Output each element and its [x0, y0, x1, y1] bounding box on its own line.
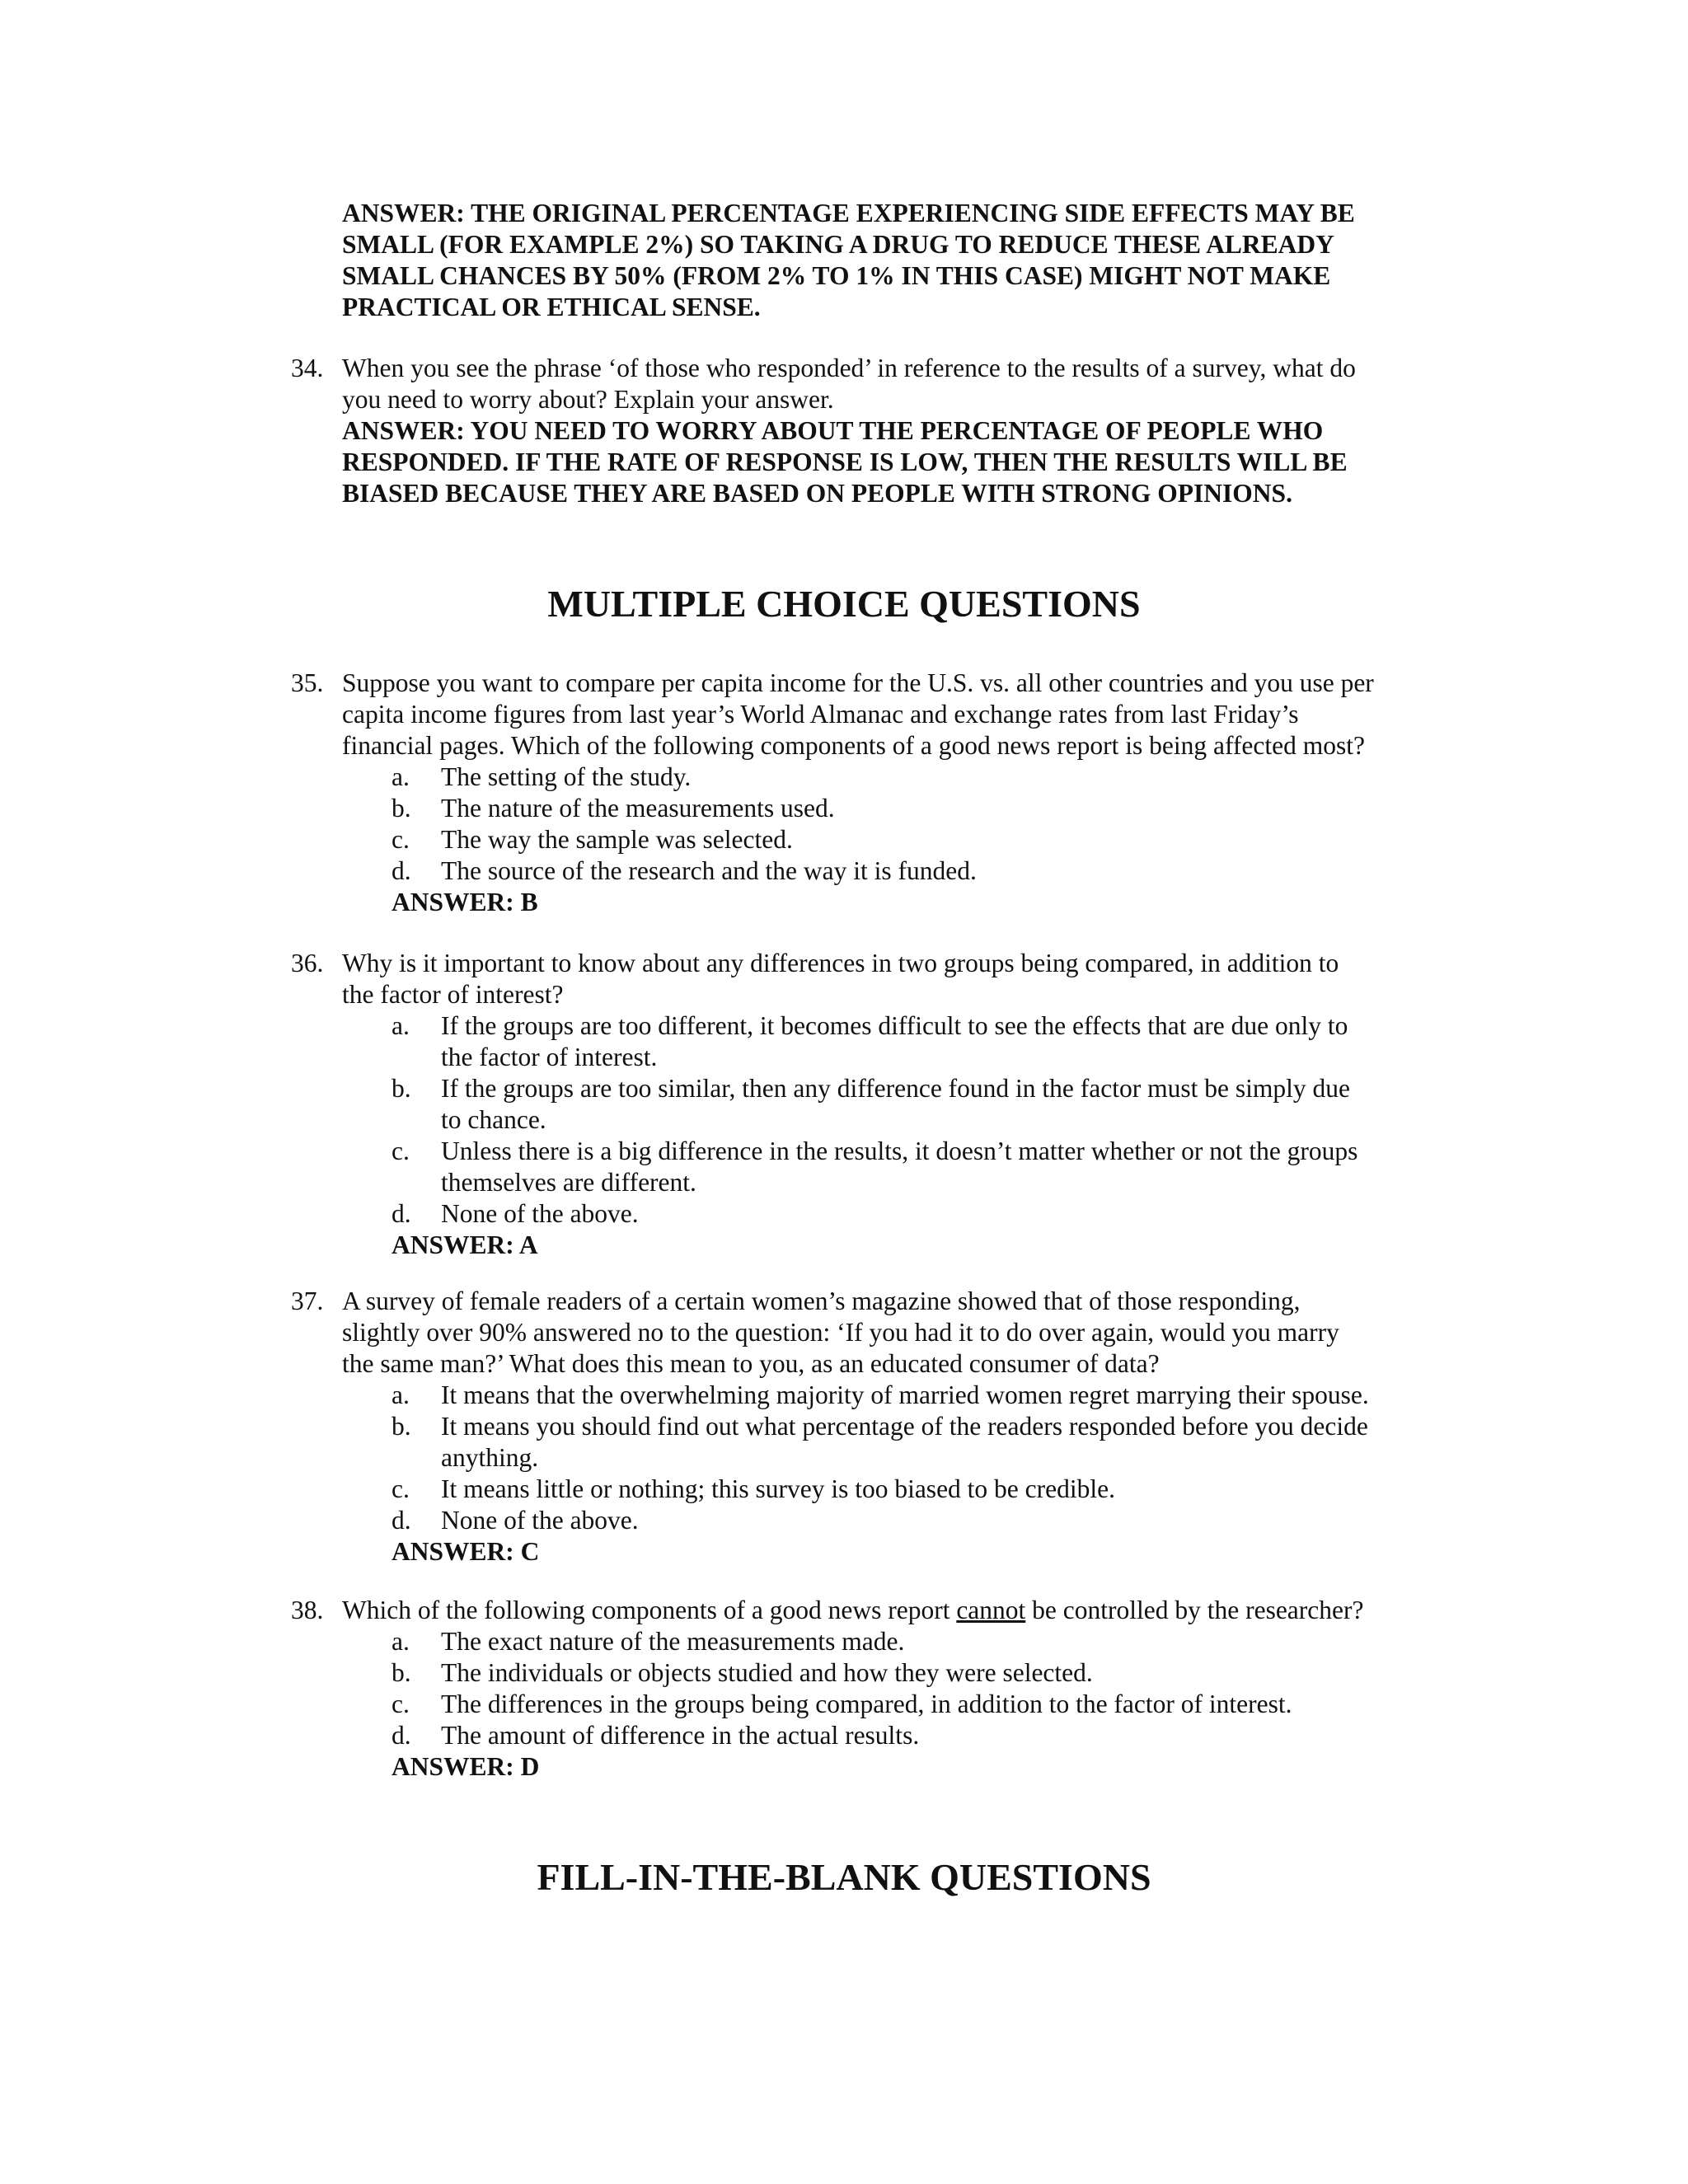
option-text: The nature of the measurements used.	[441, 794, 835, 823]
option-text: It means you should find out what percentage of the readers responded before you decide	[441, 1412, 1368, 1441]
question-text-line: slightly over 90% answered no to the question: ‘If you had it to do over again, would you marry	[342, 1318, 1339, 1347]
question-text-line: A survey of female readers of a certain women’s magazine showed that of those responding,	[342, 1286, 1301, 1315]
option-c	[291, 824, 1437, 855]
option-text: It means that the overwhelming majority of married women regret marrying their spouse.	[441, 1380, 1369, 1409]
option-letter: c.	[392, 825, 410, 854]
option-letter: d.	[392, 1199, 411, 1228]
option-text: If the groups are too similar, then any difference found in the factor must be simply due	[441, 1074, 1350, 1103]
question-text-line: When you see the phrase ‘of those who responded’ in reference to the results of a survey, what do	[342, 354, 1356, 382]
question-37	[291, 1286, 1437, 1568]
option-letter: d.	[392, 856, 411, 885]
section-heading-multiple-choice: MULTIPLE CHOICE QUESTIONS	[547, 583, 1141, 625]
option-letter: b.	[392, 1412, 411, 1441]
option-a	[291, 1626, 1437, 1657]
question-text-line: Suppose you want to compare per capita income for the U.S. vs. all other countries and you use per	[342, 668, 1374, 697]
option-text: The way the sample was selected.	[441, 825, 793, 854]
option-text: anything.	[441, 1443, 539, 1472]
option-b	[291, 1073, 1437, 1136]
option-d	[291, 1505, 1437, 1536]
option-c	[291, 1689, 1437, 1720]
option-text: The individuals or objects studied and how they were selected.	[441, 1658, 1093, 1687]
option-c	[291, 1474, 1437, 1505]
option-text: If the groups are too different, it becomes difficult to see the effects that are due only to	[441, 1011, 1348, 1040]
option-text: None of the above.	[441, 1506, 639, 1535]
question-number: 34.	[291, 354, 324, 382]
option-c	[291, 1136, 1437, 1198]
question-34	[291, 353, 1437, 509]
option-text: The differences in the groups being compared, in addition to the factor of interest.	[441, 1690, 1292, 1718]
option-text: The amount of difference in the actual results.	[441, 1721, 920, 1750]
question-number: 36.	[291, 949, 324, 977]
question-number: 35.	[291, 668, 324, 697]
option-letter: a.	[392, 1627, 410, 1656]
question-number: 38.	[291, 1596, 324, 1624]
option-text: The setting of the study.	[441, 762, 692, 791]
answer-line: ANSWER: YOU NEED TO WORRY ABOUT THE PERCENTAGE OF PEOPLE WHO	[342, 416, 1324, 445]
option-text: The source of the research and the way it is funded.	[441, 856, 977, 885]
option-d	[291, 855, 1437, 887]
option-text: It means little or nothing; this survey is too biased to be credible.	[441, 1474, 1115, 1503]
option-letter: b.	[392, 794, 411, 823]
q33-answer	[291, 198, 1488, 323]
option-d	[291, 1720, 1437, 1751]
question-text: be controlled by the researcher?	[1025, 1596, 1364, 1624]
question-text-line: capita income figures from last year’s World Almanac and exchange rates from last Friday’s	[342, 700, 1299, 729]
option-letter: c.	[392, 1690, 410, 1718]
answer-key: ANSWER: A	[392, 1230, 538, 1259]
option-a	[291, 762, 1437, 793]
answer-key: ANSWER: C	[392, 1537, 540, 1566]
option-a	[291, 1010, 1437, 1073]
answer-line: RESPONDED. IF THE RATE OF RESPONSE IS LOW, THEN THE RESULTS WILL BE	[342, 448, 1348, 476]
q33-answer-line: SMALL (FOR EXAMPLE 2%) SO TAKING A DRUG TO REDUCE THESE ALREADY	[342, 230, 1334, 259]
answer-key: ANSWER: D	[392, 1752, 540, 1781]
option-text: None of the above.	[441, 1199, 639, 1228]
q33-answer-line: PRACTICAL OR ETHICAL SENSE.	[342, 293, 761, 321]
option-b	[291, 1657, 1437, 1689]
question-text-line	[291, 1595, 1437, 1626]
question-text: Which of the following components of a good news report	[342, 1596, 957, 1624]
option-letter: d.	[392, 1721, 411, 1750]
option-letter: a.	[392, 1380, 410, 1409]
option-letter: b.	[392, 1074, 411, 1103]
answer-line: BIASED BECAUSE THEY ARE BASED ON PEOPLE WITH STRONG OPINIONS.	[342, 479, 1292, 508]
option-text: to chance.	[441, 1105, 546, 1134]
option-letter: c.	[392, 1474, 410, 1503]
option-letter: a.	[392, 762, 410, 791]
underlined-word: cannot	[956, 1596, 1026, 1624]
question-text-line: the factor of interest?	[342, 980, 564, 1009]
option-letter: d.	[392, 1506, 411, 1535]
question-text-line: Why is it important to know about any differences in two groups being compared, in addition to	[342, 949, 1339, 977]
q33-answer-line: SMALL CHANCES BY 50% (FROM 2% TO 1% IN THIS CASE) MIGHT NOT MAKE	[342, 261, 1331, 290]
option-letter: a.	[392, 1011, 410, 1040]
option-a	[291, 1380, 1437, 1411]
section-heading-fill-in-the-blank: FILL-IN-THE-BLANK QUESTIONS	[537, 1856, 1151, 1898]
option-letter: b.	[392, 1658, 411, 1687]
question-number: 37.	[291, 1286, 324, 1315]
question-text-line: you need to worry about? Explain your answer.	[342, 385, 834, 414]
option-d	[291, 1198, 1437, 1230]
option-b	[291, 1411, 1437, 1474]
option-b	[291, 793, 1437, 824]
question-38	[291, 1595, 1437, 1783]
answer-key: ANSWER: B	[392, 888, 538, 916]
q33-answer-line: ANSWER: THE ORIGINAL PERCENTAGE EXPERIENCING SIDE EFFECTS MAY BE	[342, 199, 1355, 227]
option-text: The exact nature of the measurements made.	[441, 1627, 905, 1656]
question-text-line: financial pages. Which of the following components of a good news report is being affected most?	[342, 731, 1365, 760]
option-letter: c.	[392, 1137, 410, 1165]
question-35	[291, 668, 1437, 918]
option-text: themselves are different.	[441, 1168, 696, 1197]
option-text: the factor of interest.	[441, 1043, 658, 1071]
question-text-line: the same man?’ What does this mean to you, as an educated consumer of data?	[342, 1349, 1160, 1378]
option-text: Unless there is a big difference in the results, it doesn’t matter whether or not the groups	[441, 1137, 1358, 1165]
question-36	[291, 948, 1437, 1261]
